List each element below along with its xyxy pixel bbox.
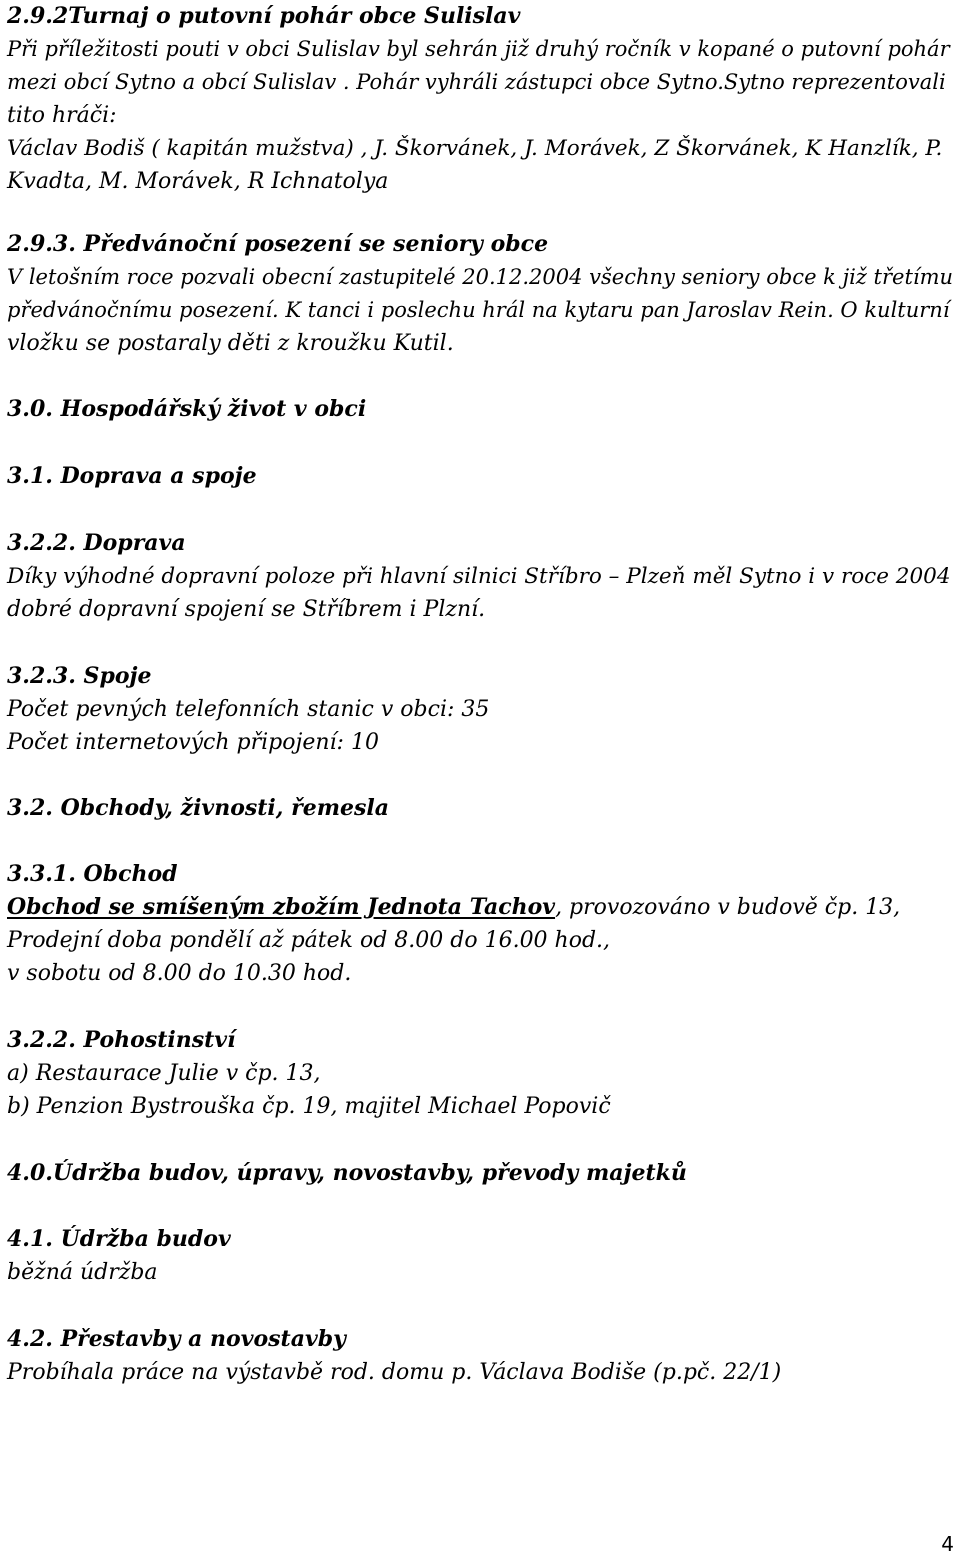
shop-line <box>7 891 953 924</box>
section-heading: 3.2.2. Pohostinství <box>7 1027 236 1053</box>
paragraph-line: Kvadta, M. Morávek, R Ichnatolya <box>7 169 389 194</box>
paragraph-line: V letošním roce pozvali obecní zastupitelé 20.12.2004 všechny seniory obce k již třetímu <box>7 265 954 289</box>
paragraph-line: Václav Bodiš ( kapitán mužstva) , J. Škorvánek, J. Morávek, Z Škorvánek, K Hanzlík, P. <box>7 136 943 161</box>
paragraph-line: Probíhala práce na výstavbě rod. domu p. Václava Bodiše (p.pč. 22/1) <box>7 1360 782 1385</box>
paragraph-line: Počet internetových připojení: 10 <box>7 730 379 755</box>
page-number: 4 <box>941 1532 954 1556</box>
section-heading: 3.2.2. Doprava <box>7 530 186 556</box>
paragraph-line: předvánočnímu posezení. K tanci i poslechu hrál na kytaru pan Jaroslav Rein. O kulturní <box>7 298 950 322</box>
document-page <box>7 0 953 1564</box>
section-heading: 3.2.3. Spoje <box>7 663 152 689</box>
section-3-2-3 <box>7 660 953 759</box>
section-4-0 <box>7 1157 953 1190</box>
section-heading: 3.2. Obchody, živnosti, řemesla <box>7 795 389 821</box>
section-3-1 <box>7 460 953 493</box>
paragraph-line: Díky výhodné dopravní poloze při hlavní silnici Stříbro – Plzeň měl Sytno i v roce 2004 <box>7 564 951 589</box>
paragraph-line: tito hráči: <box>7 103 117 128</box>
section-heading: 3.3.1. Obchod <box>7 861 178 887</box>
section-2-9-3 <box>7 228 953 360</box>
section-3-2 <box>7 792 953 825</box>
paragraph-line: Prodejní doba pondělí až pátek od 8.00 do 16.00 hod., <box>7 928 611 953</box>
section-heading: 4.1. Údržba budov <box>7 1226 231 1252</box>
section-heading: 4.0.Údržba budov, úpravy, novostavby, převody majetků <box>7 1160 687 1186</box>
shop-name: Obchod se smíšeným zbožím Jednota Tachov <box>7 894 556 920</box>
section-3-2-2-pohostinstvi <box>7 1024 953 1123</box>
section-4-1 <box>7 1223 953 1289</box>
list-item: a) Restaurace Julie v čp. 13, <box>7 1061 321 1086</box>
section-3-2-2-doprava <box>7 527 953 626</box>
paragraph-line: dobré dopravní spojení se Stříbrem i Plzní. <box>7 597 486 622</box>
paragraph-line: běžná údržba <box>7 1260 158 1285</box>
paragraph-line: mezi obcí Sytno a obcí Sulislav . Pohár vyhráli zástupci obce Sytno.Sytno reprezentovali <box>7 70 946 94</box>
section-4-2 <box>7 1323 953 1389</box>
section-3-0 <box>7 393 953 426</box>
section-3-3-1 <box>7 858 953 990</box>
paragraph-line: vložku se postaraly děti z kroužku Kutil. <box>7 331 454 356</box>
paragraph-line: Při příležitosti pouti v obci Sulislav byl sehrán již druhý ročník v kopané o putovní pohár <box>7 37 950 61</box>
paragraph-line: Počet pevných telefonních stanic v obci: 35 <box>7 697 490 722</box>
section-heading: 2.9.3. Předvánoční posezení se seniory obce <box>7 231 549 257</box>
list-item: b) Penzion Bystrouška čp. 19, majitel Michael Popovič <box>7 1094 611 1119</box>
paragraph-line: v sobotu od 8.00 do 10.30 hod. <box>7 961 352 986</box>
section-heading: 4.2. Přestavby a novostavby <box>7 1326 346 1352</box>
section-heading: 2.9.2Turnaj o putovní pohár obce Sulislav <box>7 3 521 29</box>
section-heading: 3.0. Hospodářský život v obci <box>7 396 367 422</box>
section-2-9-2 <box>7 0 953 198</box>
shop-detail: , provozováno v budově čp. 13, <box>555 895 901 920</box>
section-heading: 3.1. Doprava a spoje <box>7 463 257 489</box>
